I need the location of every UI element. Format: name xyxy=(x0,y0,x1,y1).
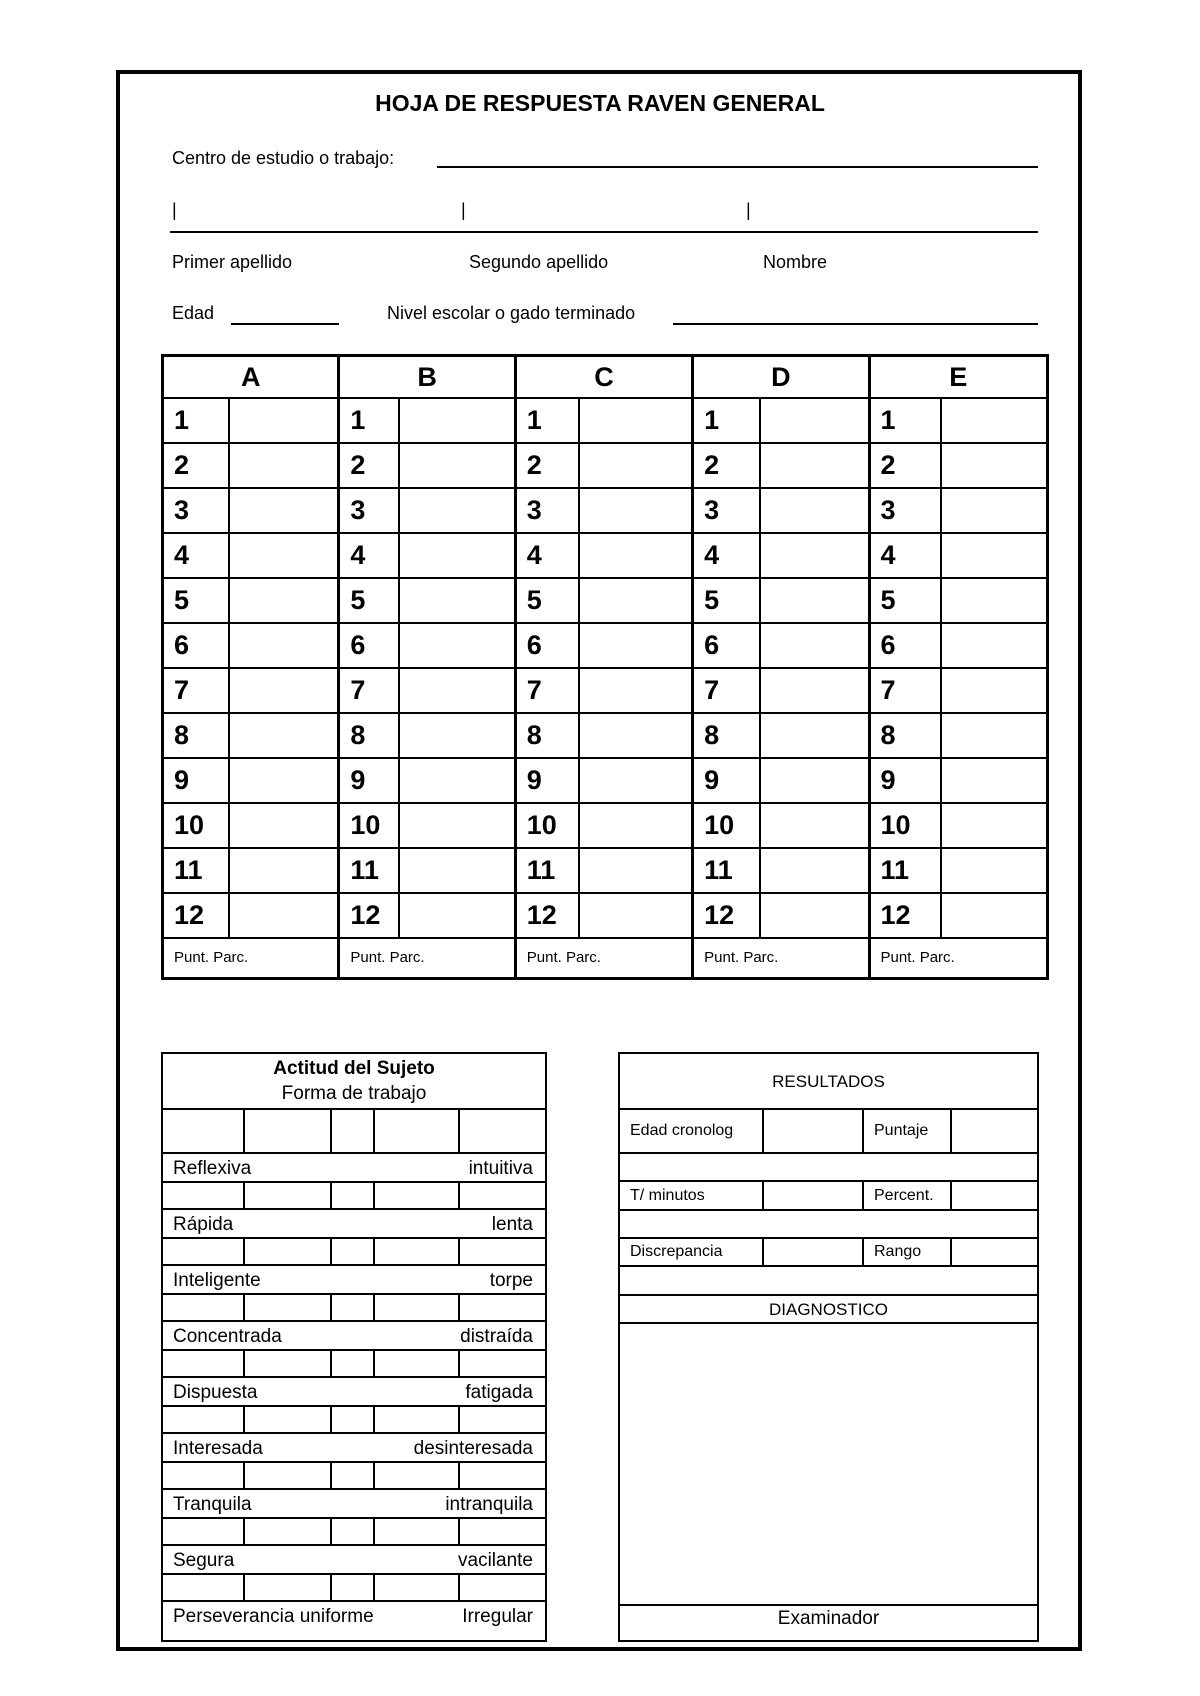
answer-cell-c-1[interactable] xyxy=(579,398,692,443)
answer-cell-a-2[interactable] xyxy=(229,443,339,488)
primer-apellido-label: Primer apellido xyxy=(172,252,293,272)
grid-row xyxy=(163,623,1048,668)
item-number: 9 xyxy=(869,758,941,803)
answer-cell-e-1[interactable] xyxy=(941,398,1047,443)
trait-row xyxy=(163,1322,545,1351)
percent-field[interactable] xyxy=(952,1182,1037,1209)
trait-row xyxy=(163,1378,545,1407)
item-number: 6 xyxy=(515,623,579,668)
answer-cell-a-5[interactable] xyxy=(229,578,339,623)
item-number: 6 xyxy=(163,623,229,668)
answer-cell-e-9[interactable] xyxy=(941,758,1047,803)
item-number: 4 xyxy=(693,533,760,578)
answer-cell-c-4[interactable] xyxy=(579,533,692,578)
answer-cell-a-4[interactable] xyxy=(229,533,339,578)
answer-cell-a-9[interactable] xyxy=(229,758,339,803)
answer-cell-d-3[interactable] xyxy=(760,488,869,533)
rating-cell[interactable] xyxy=(163,1575,245,1600)
grid-row xyxy=(163,668,1048,713)
rating-cell[interactable] xyxy=(163,1351,245,1376)
rating-cell[interactable] xyxy=(163,1519,245,1544)
res-spacer-cell-1 xyxy=(620,1154,1037,1180)
answer-cell-d-10[interactable] xyxy=(760,803,869,848)
item-number: 5 xyxy=(869,578,941,623)
rating-cell[interactable] xyxy=(332,1519,375,1544)
item-number: 5 xyxy=(693,578,760,623)
series-header-a: A xyxy=(163,356,339,399)
trait-left-label: Segura xyxy=(173,1550,235,1571)
item-number: 11 xyxy=(869,848,941,893)
answer-cell-e-4[interactable] xyxy=(941,533,1047,578)
answer-cell-d-1[interactable] xyxy=(760,398,869,443)
discrepancia-field[interactable] xyxy=(764,1239,864,1265)
series-header-b: B xyxy=(339,356,515,399)
item-number: 2 xyxy=(163,443,229,488)
rating-cell[interactable] xyxy=(375,1351,460,1376)
item-number: 3 xyxy=(869,488,941,533)
centro-label: Centro de estudio o trabajo: xyxy=(172,148,395,168)
grid-row xyxy=(163,398,1048,443)
answer-cell-b-12[interactable] xyxy=(399,893,515,938)
grid-row xyxy=(163,893,1048,938)
segundo-apellido-label: Segundo apellido xyxy=(469,252,609,272)
rating-cell[interactable] xyxy=(163,1407,245,1432)
answer-cell-c-12[interactable] xyxy=(579,893,692,938)
answer-cell-e-2[interactable] xyxy=(941,443,1047,488)
item-number: 12 xyxy=(339,893,399,938)
item-number: 2 xyxy=(693,443,760,488)
item-number: 6 xyxy=(339,623,399,668)
answer-cell-c-6[interactable] xyxy=(579,623,692,668)
rating-scale xyxy=(163,1575,545,1602)
item-number: 2 xyxy=(515,443,579,488)
trait-row xyxy=(163,1434,545,1463)
answer-cell-c-10[interactable] xyxy=(579,803,692,848)
item-number: 4 xyxy=(515,533,579,578)
trait-left-label: Rápida xyxy=(173,1214,234,1235)
answer-cell-c-11[interactable] xyxy=(579,848,692,893)
punt-parc-cell-c[interactable]: Punt. Parc. xyxy=(515,938,692,978)
answer-cell-d-6[interactable] xyxy=(760,623,869,668)
item-number: 8 xyxy=(515,713,579,758)
answer-cell-b-8[interactable] xyxy=(399,713,515,758)
grid-row xyxy=(163,803,1048,848)
res-spacer-1 xyxy=(620,1154,1037,1182)
item-number: 6 xyxy=(693,623,760,668)
item-number: 2 xyxy=(339,443,399,488)
answer-cell-a-12[interactable] xyxy=(229,893,339,938)
item-number: 7 xyxy=(869,668,941,713)
item-number: 3 xyxy=(693,488,760,533)
res-spacer-cell-3 xyxy=(620,1267,1037,1294)
name-line-field[interactable] xyxy=(170,231,1038,233)
res-row-discrepancia xyxy=(620,1239,1037,1267)
trait-left-label: Interesada xyxy=(173,1438,263,1459)
item-number: 12 xyxy=(163,893,229,938)
rating-cell[interactable] xyxy=(375,1239,460,1264)
rating-cell[interactable] xyxy=(245,1407,332,1432)
answer-cell-b-6[interactable] xyxy=(399,623,515,668)
rating-scale xyxy=(163,1407,545,1434)
item-number: 1 xyxy=(869,398,941,443)
rating-cell[interactable] xyxy=(332,1183,375,1208)
item-number: 11 xyxy=(339,848,399,893)
series-header-e: E xyxy=(869,356,1047,399)
answer-cell-a-10[interactable] xyxy=(229,803,339,848)
rating-cell[interactable] xyxy=(245,1575,332,1600)
rating-cell[interactable] xyxy=(332,1575,375,1600)
answer-cell-c-7[interactable] xyxy=(579,668,692,713)
trait-right-label: lenta xyxy=(491,1214,533,1235)
item-number: 10 xyxy=(693,803,760,848)
rating-cell[interactable] xyxy=(332,1463,375,1488)
rating-cell[interactable] xyxy=(163,1295,245,1320)
answer-cell-b-1[interactable] xyxy=(399,398,515,443)
answer-cell-a-1[interactable] xyxy=(229,398,339,443)
edad-label: Edad xyxy=(172,303,215,323)
answer-cell-c-2[interactable] xyxy=(579,443,692,488)
rating-cell[interactable] xyxy=(460,1463,543,1488)
rating-cell[interactable] xyxy=(460,1351,543,1376)
answer-cell-d-8[interactable] xyxy=(760,713,869,758)
item-number: 9 xyxy=(339,758,399,803)
nivel-escolar-label: Nivel escolar o gado terminado xyxy=(387,303,636,323)
rating-cell[interactable] xyxy=(163,1463,245,1488)
rating-cell[interactable] xyxy=(245,1239,332,1264)
item-number: 9 xyxy=(693,758,760,803)
item-number: 8 xyxy=(163,713,229,758)
answer-cell-a-8[interactable] xyxy=(229,713,339,758)
resultados-title: RESULTADOS xyxy=(620,1054,1037,1110)
answer-cell-e-11[interactable] xyxy=(941,848,1047,893)
rating-cell[interactable] xyxy=(460,1110,543,1152)
item-number: 9 xyxy=(163,758,229,803)
rating-cell[interactable] xyxy=(375,1295,460,1320)
item-number: 11 xyxy=(163,848,229,893)
punt-parc-cell-d[interactable]: Punt. Parc. xyxy=(693,938,869,978)
item-number: 7 xyxy=(693,668,760,713)
trait-right-label: vacilante xyxy=(458,1550,533,1571)
rating-cell[interactable] xyxy=(375,1463,460,1488)
trait-row xyxy=(163,1602,545,1631)
diagnostico-field[interactable] xyxy=(620,1324,1037,1606)
answer-cell-c-9[interactable] xyxy=(579,758,692,803)
rating-scale xyxy=(163,1183,545,1210)
answer-cell-e-8[interactable] xyxy=(941,713,1047,758)
grid-row xyxy=(163,578,1048,623)
name-separator-3: | xyxy=(746,200,751,220)
trait-right-label: torpe xyxy=(489,1270,533,1291)
page-title: HOJA DE RESPUESTA RAVEN GENERAL xyxy=(375,90,825,116)
grid-row xyxy=(163,758,1048,803)
answer-cell-d-2[interactable] xyxy=(760,443,869,488)
trait-left-label: Inteligente xyxy=(173,1270,261,1291)
item-number: 4 xyxy=(163,533,229,578)
trait-row xyxy=(163,1546,545,1575)
item-number: 7 xyxy=(339,668,399,713)
res-spacer-3 xyxy=(620,1267,1037,1296)
answer-cell-d-11[interactable] xyxy=(760,848,869,893)
diagnostico-title: DIAGNOSTICO xyxy=(620,1296,1037,1324)
item-number: 7 xyxy=(515,668,579,713)
answer-cell-b-9[interactable] xyxy=(399,758,515,803)
answer-cell-b-10[interactable] xyxy=(399,803,515,848)
item-number: 1 xyxy=(515,398,579,443)
rating-scale xyxy=(163,1519,545,1546)
rango-field[interactable] xyxy=(952,1239,1037,1265)
item-number: 11 xyxy=(515,848,579,893)
series-header-c: C xyxy=(515,356,692,399)
answer-cell-b-4[interactable] xyxy=(399,533,515,578)
answer-cell-b-3[interactable] xyxy=(399,488,515,533)
rating-cell[interactable] xyxy=(245,1295,332,1320)
item-number: 10 xyxy=(515,803,579,848)
rating-cell[interactable] xyxy=(460,1407,543,1432)
rating-scale xyxy=(163,1295,545,1322)
item-number: 12 xyxy=(869,893,941,938)
trait-row xyxy=(163,1490,545,1519)
punt-parc-cell-e[interactable]: Punt. Parc. xyxy=(869,938,1047,978)
grid-row xyxy=(163,533,1048,578)
trait-row xyxy=(163,1210,545,1239)
trait-left-label: Concentrada xyxy=(173,1326,282,1347)
trait-left-label: Dispuesta xyxy=(173,1382,258,1403)
item-number: 5 xyxy=(515,578,579,623)
answer-cell-c-5[interactable] xyxy=(579,578,692,623)
answer-cell-d-5[interactable] xyxy=(760,578,869,623)
item-number: 11 xyxy=(693,848,760,893)
answer-cell-d-7[interactable] xyxy=(760,668,869,713)
rating-scale xyxy=(163,1239,545,1266)
trait-right-label: fatigada xyxy=(465,1382,533,1403)
res-row-edad xyxy=(620,1110,1037,1154)
examinador-label: Examinador xyxy=(777,1608,880,1629)
answer-cell-e-7[interactable] xyxy=(941,668,1047,713)
edad-cronolog-field[interactable] xyxy=(764,1110,864,1152)
item-number: 1 xyxy=(339,398,399,443)
answer-cell-a-7[interactable] xyxy=(229,668,339,713)
rating-cell[interactable] xyxy=(245,1519,332,1544)
trait-row xyxy=(163,1266,545,1295)
trait-left-label: Reflexiva xyxy=(173,1158,252,1179)
nivel-escolar-field[interactable] xyxy=(673,323,1038,325)
answer-cell-b-11[interactable] xyxy=(399,848,515,893)
answer-cell-e-12[interactable] xyxy=(941,893,1047,938)
rating-cell[interactable] xyxy=(245,1351,332,1376)
item-number: 3 xyxy=(515,488,579,533)
rating-cell[interactable] xyxy=(332,1110,375,1152)
grid-row xyxy=(163,443,1048,488)
resultados-table xyxy=(618,1052,1039,1642)
trait-right-label: desinteresada xyxy=(413,1438,533,1459)
rating-scale xyxy=(163,1463,545,1490)
rating-cell[interactable] xyxy=(375,1110,460,1152)
res-row-tiempo xyxy=(620,1182,1037,1211)
actitud-header xyxy=(163,1054,545,1110)
item-number: 10 xyxy=(163,803,229,848)
answer-cell-e-5[interactable] xyxy=(941,578,1047,623)
answer-cell-a-3[interactable] xyxy=(229,488,339,533)
rating-cell[interactable] xyxy=(332,1295,375,1320)
name-separator-2: | xyxy=(461,200,466,220)
rating-cell[interactable] xyxy=(375,1519,460,1544)
item-number: 10 xyxy=(869,803,941,848)
nombre-label: Nombre xyxy=(763,252,828,272)
punt-parc-row xyxy=(163,938,1048,978)
puntaje-label: Puntaje xyxy=(864,1110,952,1152)
trait-right-label: intuitiva xyxy=(468,1158,533,1179)
t-minutos-label: T/ minutos xyxy=(620,1182,764,1209)
actitud-subtitle: Forma de trabajo xyxy=(281,1083,427,1104)
answer-cell-e-10[interactable] xyxy=(941,803,1047,848)
rating-cell[interactable] xyxy=(460,1519,543,1544)
answer-cell-d-4[interactable] xyxy=(760,533,869,578)
trait-right-label: distraída xyxy=(460,1326,533,1347)
res-spacer-2 xyxy=(620,1211,1037,1239)
item-number: 3 xyxy=(163,488,229,533)
punt-parc-cell-a[interactable]: Punt. Parc. xyxy=(163,938,339,978)
answer-cell-a-11[interactable] xyxy=(229,848,339,893)
rating-cell[interactable] xyxy=(245,1183,332,1208)
answer-cell-d-9[interactable] xyxy=(760,758,869,803)
answer-cell-c-3[interactable] xyxy=(579,488,692,533)
item-number: 12 xyxy=(693,893,760,938)
edad-cronolog-label: Edad cronolog xyxy=(620,1110,764,1152)
rating-scale xyxy=(163,1110,545,1154)
item-number: 3 xyxy=(339,488,399,533)
trait-left-label: Perseverancia uniforme xyxy=(173,1606,374,1627)
rating-cell[interactable] xyxy=(460,1295,543,1320)
item-number: 8 xyxy=(339,713,399,758)
answer-cell-d-12[interactable] xyxy=(760,893,869,938)
rating-cell[interactable] xyxy=(163,1110,245,1152)
grid-row xyxy=(163,488,1048,533)
answer-cell-c-8[interactable] xyxy=(579,713,692,758)
centro-field[interactable] xyxy=(437,166,1038,168)
rating-cell[interactable] xyxy=(332,1407,375,1432)
item-number: 1 xyxy=(163,398,229,443)
answer-grid xyxy=(161,354,1049,980)
rating-cell[interactable] xyxy=(375,1407,460,1432)
grid-row xyxy=(163,848,1048,893)
rango-label: Rango xyxy=(864,1239,952,1265)
rating-cell[interactable] xyxy=(332,1351,375,1376)
rating-cell[interactable] xyxy=(332,1239,375,1264)
actitud-table xyxy=(161,1052,547,1642)
discrepancia-label: Discrepancia xyxy=(620,1239,764,1265)
rating-cell[interactable] xyxy=(245,1110,332,1152)
t-minutos-field[interactable] xyxy=(764,1182,864,1209)
item-number: 1 xyxy=(693,398,760,443)
trait-row xyxy=(163,1154,545,1183)
rating-cell[interactable] xyxy=(245,1463,332,1488)
item-number: 2 xyxy=(869,443,941,488)
item-number: 4 xyxy=(869,533,941,578)
rating-cell[interactable] xyxy=(163,1239,245,1264)
answer-cell-b-2[interactable] xyxy=(399,443,515,488)
rating-cell[interactable] xyxy=(375,1575,460,1600)
edad-field[interactable] xyxy=(231,323,339,325)
answer-cell-b-7[interactable] xyxy=(399,668,515,713)
item-number: 5 xyxy=(163,578,229,623)
rating-scale xyxy=(163,1351,545,1378)
answer-cell-e-6[interactable] xyxy=(941,623,1047,668)
punt-parc-cell-b[interactable]: Punt. Parc. xyxy=(339,938,515,978)
grid-row xyxy=(163,713,1048,758)
actitud-title: Actitud del Sujeto xyxy=(273,1058,435,1079)
trait-left-label: Tranquila xyxy=(173,1494,252,1515)
item-number: 8 xyxy=(869,713,941,758)
answer-cell-a-6[interactable] xyxy=(229,623,339,668)
rating-cell[interactable] xyxy=(375,1183,460,1208)
item-number: 6 xyxy=(869,623,941,668)
item-number: 5 xyxy=(339,578,399,623)
rating-cell[interactable] xyxy=(460,1575,543,1600)
item-number: 9 xyxy=(515,758,579,803)
trait-right-label: intranquila xyxy=(445,1494,533,1515)
name-separator-1: | xyxy=(172,200,177,220)
percent-label: Percent. xyxy=(864,1182,952,1209)
item-number: 10 xyxy=(339,803,399,848)
puntaje-field[interactable] xyxy=(952,1110,1037,1152)
series-header-d: D xyxy=(693,356,869,399)
item-number: 7 xyxy=(163,668,229,713)
answer-cell-e-3[interactable] xyxy=(941,488,1047,533)
rating-cell[interactable] xyxy=(460,1239,543,1264)
item-number: 12 xyxy=(515,893,579,938)
rating-cell[interactable] xyxy=(163,1183,245,1208)
rating-cell[interactable] xyxy=(460,1183,543,1208)
item-number: 8 xyxy=(693,713,760,758)
res-spacer-cell-2 xyxy=(620,1211,1037,1237)
answer-cell-b-5[interactable] xyxy=(399,578,515,623)
item-number: 4 xyxy=(339,533,399,578)
trait-right-label: Irregular xyxy=(462,1606,533,1627)
